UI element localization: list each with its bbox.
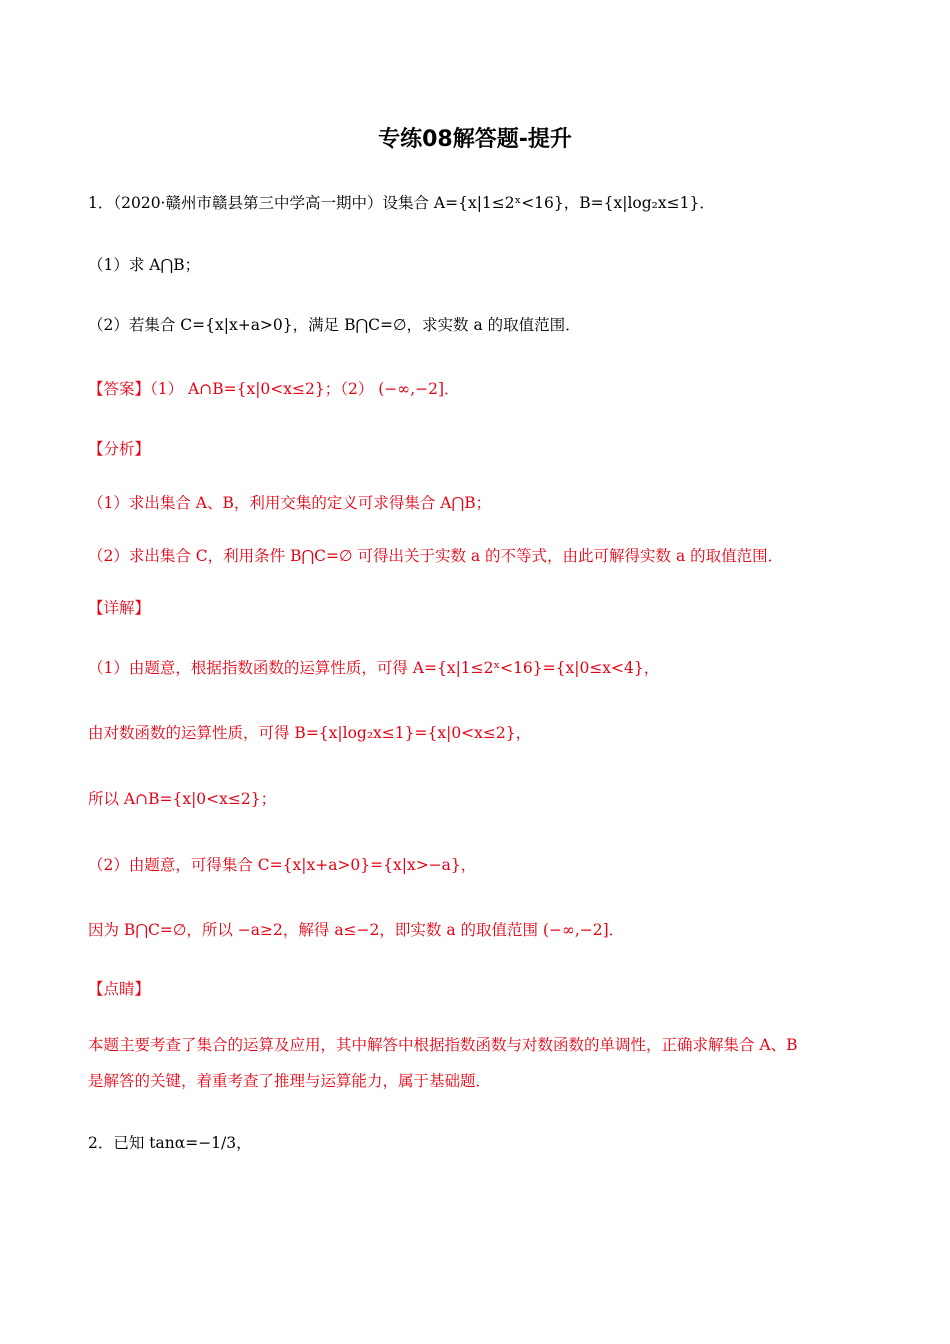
detail-heading: 【详解】	[88, 599, 151, 617]
detail-line-5: 因为 B⋂C=∅，所以 −a≥2，解得 a≤−2，即实数 a 的取值范围 (−∞,−2]．	[88, 921, 625, 939]
answer-line: 【答案】（1） A∩B={x|0<x≤2}；（2） (−∞,−2]．	[88, 380, 460, 398]
question-2-stem: 2．已知 tanα=−1/3，	[88, 1134, 252, 1152]
question-1-part-2: （2）若集合 C={x|x+a>0}，满足 B⋂C=∅，求实数 a 的取值范围．	[88, 316, 581, 334]
question-1-part-1: （1）求 A⋂B；	[88, 256, 201, 274]
analysis-part-2: （2）求出集合 C，利用条件 B⋂C=∅ 可得出关于实数 a 的不等式，由此可解得实数 a 的取值范围．	[88, 547, 784, 565]
page-title: 专练08解答题-提升	[378, 127, 572, 152]
analysis-heading: 【分析】	[88, 440, 151, 458]
question-1-stem: 1．（2020·赣州市赣县第三中学高一期中）设集合 A={x|1≤2ˣ<16}，B={x|log₂x≤1}．	[88, 194, 715, 212]
detail-line-2: 由对数函数的运算性质，可得 B={x|log₂x≤1}={x|0<x≤2}，	[88, 724, 532, 742]
comment-line-1: 本题主要考查了集合的运算及应用，其中解答中根据指数函数与对数函数的单调性，正确求解集合 A、B	[88, 1036, 798, 1054]
analysis-part-1: （1）求出集合 A、B，利用交集的定义可求得集合 A⋂B；	[88, 494, 492, 512]
detail-line-1: （1）由题意，根据指数函数的运算性质，可得 A={x|1≤2ˣ<16}={x|0≤x<4}，	[88, 659, 660, 677]
detail-line-3: 所以 A∩B={x|0<x≤2}；	[88, 790, 277, 808]
comment-line-2: 是解答的关键，着重考查了推理与运算能力，属于基础题．	[88, 1072, 492, 1090]
detail-line-4: （2）由题意，可得集合 C={x|x+a>0}={x|x>−a}，	[88, 856, 477, 874]
comment-heading: 【点睛】	[88, 980, 151, 998]
